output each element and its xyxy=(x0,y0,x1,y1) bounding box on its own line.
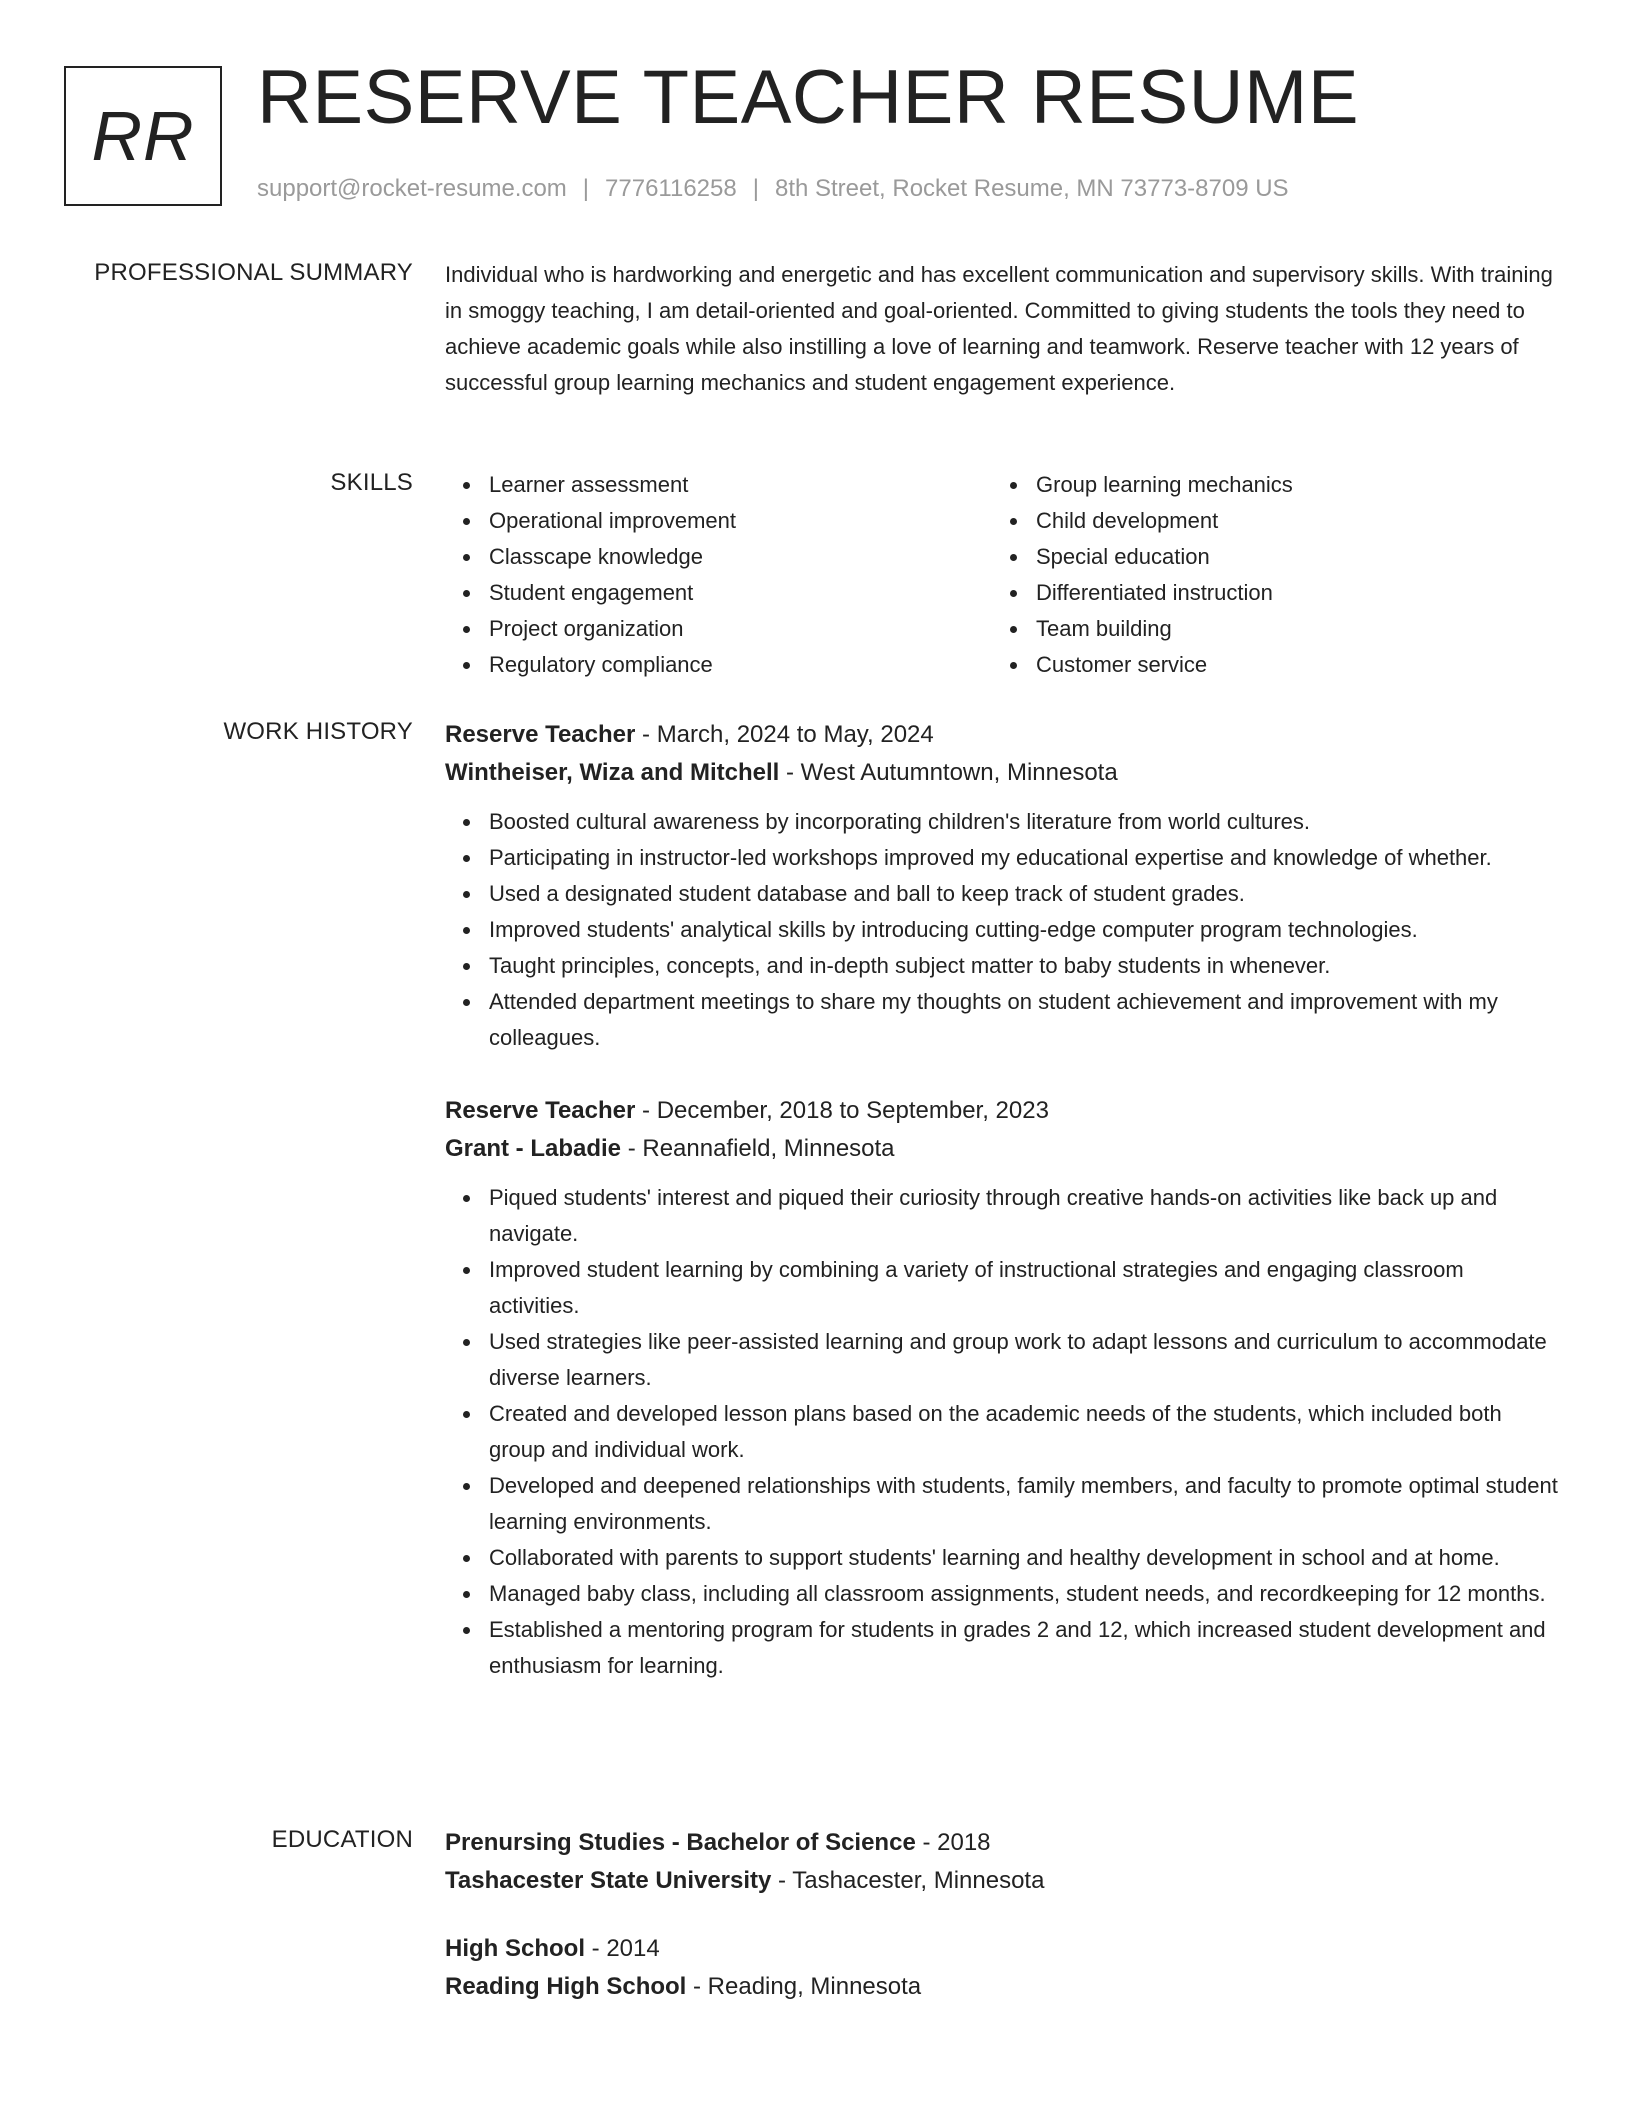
contact-separator: | xyxy=(582,175,590,202)
education-school: Reading High School xyxy=(445,1973,687,2000)
job-title-line xyxy=(445,716,1560,754)
education-school: Tashacester State University xyxy=(445,1867,772,1894)
job-dates: - December, 2018 to September, 2023 xyxy=(635,1097,1049,1124)
job-bullet: Attended department meetings to share my thoughts on student achievement and improvement with my colleagues. xyxy=(489,984,1560,1056)
resume-title: RESERVE TEACHER RESUME xyxy=(257,55,1360,140)
job-bullet: Piqued students' interest and piqued their curiosity through creative hands-on activities like back up and navigate. xyxy=(489,1180,1560,1252)
job-bullet: Taught principles, concepts, and in-depth subject matter to baby students in whenever. xyxy=(489,948,1560,984)
job-title: Reserve Teacher xyxy=(445,721,636,748)
section-label-education: EDUCATION xyxy=(271,1826,413,1853)
job-title: Reserve Teacher xyxy=(445,1097,636,1124)
job-bullet: Established a mentoring program for students in grades 2 and 12, which increased student development and enthusiasm for learning. xyxy=(489,1612,1560,1684)
job-company: Grant - Labadie xyxy=(445,1135,622,1162)
education-school-line xyxy=(445,1968,1560,2006)
contact-email: support@rocket-resume.com xyxy=(257,175,567,202)
section-label-work: WORK HISTORY xyxy=(223,718,413,745)
job-bullet: Boosted cultural awareness by incorporating children's literature from world cultures. xyxy=(489,804,1560,840)
skill-item: Learner assessment xyxy=(489,467,992,503)
education-degree-line xyxy=(445,1824,1560,1862)
education-school-line xyxy=(445,1862,1560,1900)
skill-item: Child development xyxy=(1036,503,1539,539)
job-company: Wintheiser, Wiza and Mitchell xyxy=(445,759,780,786)
skill-item: Operational improvement xyxy=(489,503,992,539)
work-content xyxy=(445,716,1560,1684)
contact-phone: 7776116258 xyxy=(605,175,737,202)
section-label-skills: SKILLS xyxy=(330,469,413,496)
job-company-line xyxy=(445,754,1560,792)
job-title-line xyxy=(445,1092,1560,1130)
education-degree: High School xyxy=(445,1935,585,1962)
contact-address: 8th Street, Rocket Resume, MN 73773-8709 US xyxy=(774,175,1289,202)
education-entry xyxy=(445,1930,1560,2006)
skill-item: Differentiated instruction xyxy=(1036,575,1539,611)
education-location: - Reading, Minnesota xyxy=(686,1973,922,2000)
skill-item: Special education xyxy=(1036,539,1539,575)
skills-columns xyxy=(445,467,1560,683)
job-entry xyxy=(445,1092,1560,1684)
skill-item: Classcape knowledge xyxy=(489,539,992,575)
job-bullet: Improved student learning by combining a variety of instructional strategies and engaging classroom activities. xyxy=(489,1252,1560,1324)
job-bullet: Managed baby class, including all classroom assignments, student needs, and recordkeeping for 12 months. xyxy=(489,1576,1560,1612)
education-degree: Prenursing Studies - Bachelor of Science xyxy=(445,1829,916,1856)
education-entry xyxy=(445,1824,1560,1900)
skills-list-left xyxy=(445,467,992,683)
skill-item: Customer service xyxy=(1036,647,1539,683)
skill-item: Project organization xyxy=(489,611,992,647)
skill-item: Team building xyxy=(1036,611,1539,647)
job-location: - West Autumntown, Minnesota xyxy=(779,759,1118,786)
job-bullet: Created and developed lesson plans based on the academic needs of the students, which included both group and individual work. xyxy=(489,1396,1560,1468)
skill-item: Student engagement xyxy=(489,575,992,611)
job-bullet: Participating in instructor-led workshops improved my educational expertise and knowledge of whether. xyxy=(489,840,1560,876)
summary-content xyxy=(445,257,1560,401)
job-bullet: Used strategies like peer-assisted learning and group work to adapt lessons and curriculum to accommodate diverse learners. xyxy=(489,1324,1560,1396)
contact-line xyxy=(257,175,1289,203)
job-bullets xyxy=(445,804,1560,1056)
job-location: - Reannafield, Minnesota xyxy=(621,1135,895,1162)
skill-item: Regulatory compliance xyxy=(489,647,992,683)
job-bullets xyxy=(445,1180,1560,1684)
job-bullet: Developed and deepened relationships with students, family members, and faculty to promote optimal student learning environments. xyxy=(489,1468,1560,1540)
skills-content xyxy=(445,467,1560,683)
skills-list-right xyxy=(992,467,1539,683)
education-content xyxy=(445,1824,1560,2006)
job-bullet: Used a designated student database and ball to keep track of student grades. xyxy=(489,876,1560,912)
skill-item: Group learning mechanics xyxy=(1036,467,1539,503)
contact-separator: | xyxy=(752,175,759,202)
job-entry xyxy=(445,716,1560,1056)
monogram-badge: RR xyxy=(64,66,222,206)
job-bullet: Improved students' analytical skills by introducing cutting-edge computer program technologies. xyxy=(489,912,1560,948)
education-year: - 2014 xyxy=(585,1935,660,1962)
education-location: - Tashacester, Minnesota xyxy=(771,1867,1045,1894)
job-company-line xyxy=(445,1130,1560,1168)
job-bullet: Collaborated with parents to support students' learning and healthy development in school and at home. xyxy=(489,1540,1560,1576)
education-degree-line xyxy=(445,1930,1560,1968)
summary-text: Individual who is hardworking and energetic and has excellent communication and supervisory skills. With training in smoggy teaching, I am detail-oriented and goal-oriented. Committed to giving students the tools they need to achieve academic goals while also instilling a love of learning and teamwork. Reserve teacher with 12 years of successful group learning mechanics and student engagement experience. xyxy=(445,262,1553,395)
section-label-summary: PROFESSIONAL SUMMARY xyxy=(94,259,413,286)
education-year: - 2018 xyxy=(915,1829,991,1856)
job-dates: - March, 2024 to May, 2024 xyxy=(635,721,934,748)
